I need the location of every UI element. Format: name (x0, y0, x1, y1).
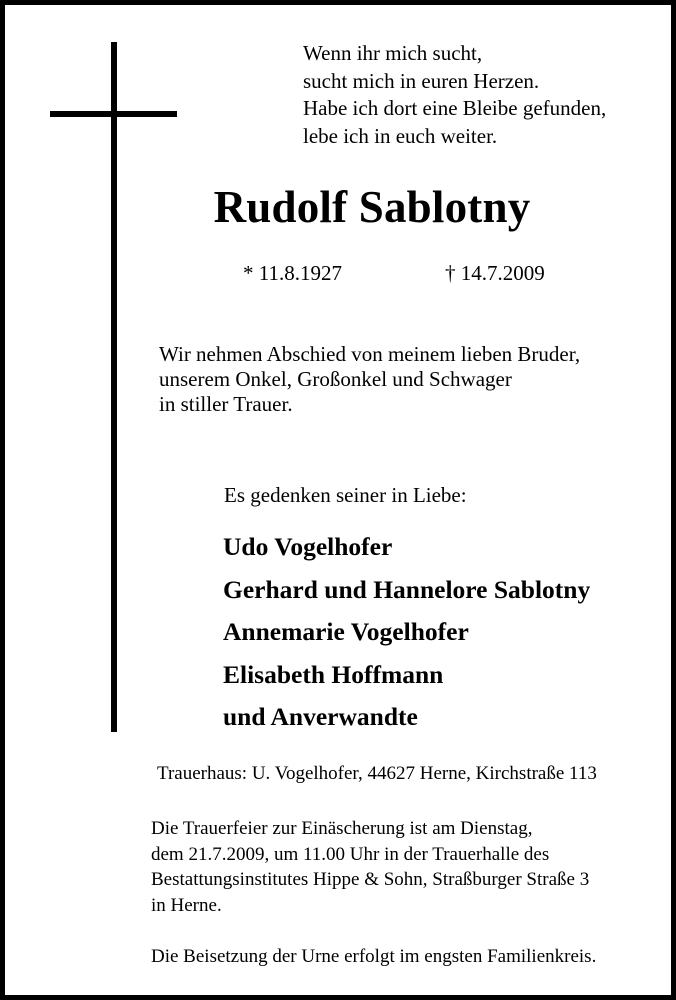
mourners-intro: Es gedenken seiner in Liebe: (224, 483, 467, 507)
death-date: † 14.7.2009 (445, 261, 545, 285)
cross-vertical-bar (111, 42, 117, 732)
mourner-name: Gerhard und Hannelore Sablotny (223, 574, 591, 604)
mourner-name: Elisabeth Hoffmann (223, 659, 444, 689)
mourner-name: Udo Vogelhofer (223, 532, 393, 561)
deceased-name: Rudolf Sablotny (213, 182, 531, 232)
mourner-name: Annemarie Vogelhofer (223, 617, 469, 646)
farewell-text (159, 342, 580, 417)
farewell-line: unserem Onkel, Großonkel und Schwager (159, 367, 512, 391)
poem (303, 40, 606, 150)
burial-note: Die Beisetzung der Urne erfolgt im engsten Familienkreis. (151, 946, 597, 967)
poem-line: Habe ich dort eine Bleibe gefunden, (303, 96, 607, 120)
mourning-house-address: Trauerhaus: U. Vogelhofer, 44627 Herne, Kirchstraße 113 (157, 763, 597, 784)
farewell-line: Wir nehmen Abschied von meinem lieben Bruder, (159, 342, 581, 366)
ceremony-details (151, 816, 589, 918)
mourners-list (223, 526, 590, 739)
birth-date: * 11.8.1927 (243, 261, 342, 285)
ceremony-line: Bestattungsinstitutes Hippe & Sohn, Straßburger Straße 3 (151, 869, 590, 890)
poem-line: sucht mich in euren Herzen. (303, 68, 540, 93)
mourner-name: und Anverwandte (223, 702, 418, 731)
farewell-line: in stiller Trauer. (159, 392, 293, 416)
poem-line: Wenn ihr mich sucht, (303, 41, 483, 65)
poem-line: lebe ich in euch weiter. (303, 123, 498, 148)
ceremony-line: in Herne. (151, 894, 222, 916)
ceremony-line: Die Trauerfeier zur Einäscherung ist am Dienstag, (151, 818, 533, 839)
ceremony-line: dem 21.7.2009, um 11.00 Uhr in der Trauerhalle des (151, 843, 550, 865)
cross-horizontal-bar (50, 111, 177, 117)
